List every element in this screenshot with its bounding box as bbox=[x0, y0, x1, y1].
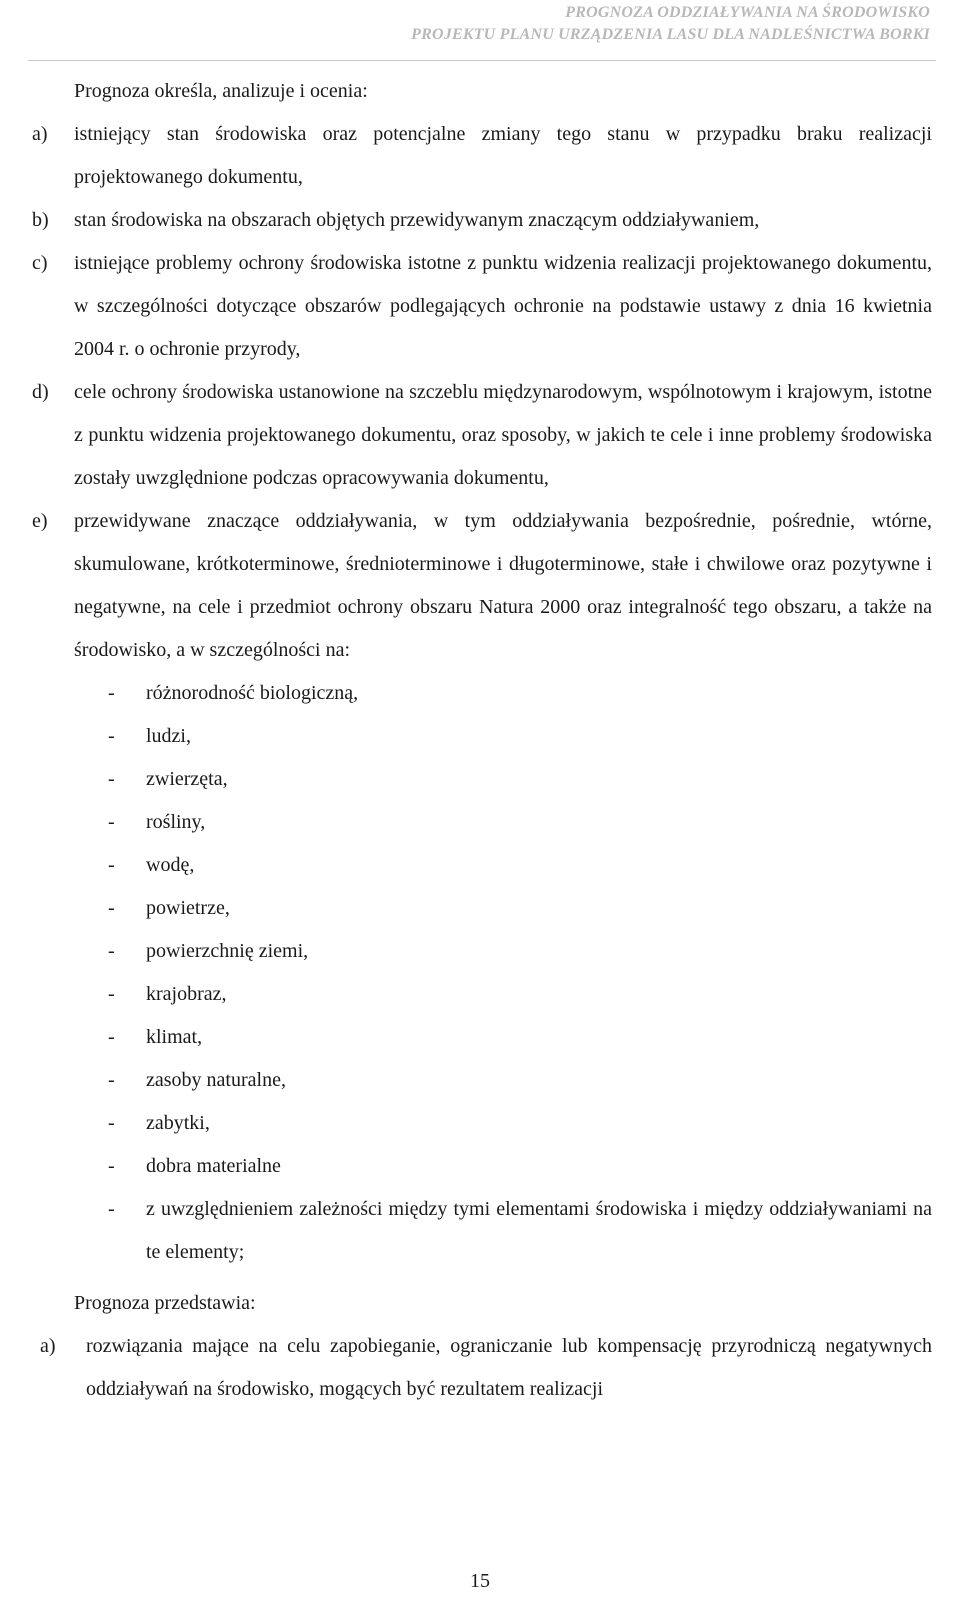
document-body bbox=[32, 70, 932, 1411]
dash-bullet: - bbox=[108, 1069, 115, 1091]
sub-list-item: - krajobraz, bbox=[32, 973, 932, 1016]
list-label: e) bbox=[32, 510, 48, 532]
list-text: rozwiązania mające na celu zapobieganie, ograniczanie lub kompensację przyrodniczą negatywnych oddziaływań na środowisko, mogących być rezultatem realizacji bbox=[86, 1335, 932, 1400]
list-item-d bbox=[32, 371, 932, 500]
header-line-2: PROJEKTU PLANU URZĄDZENIA LASU DLA NADLEŚNICTWA BORKI bbox=[411, 26, 930, 43]
sub-list-item: - powietrze, bbox=[32, 887, 932, 930]
list-text: przewidywane znaczące oddziaływania, w tym oddziaływania bezpośrednie, pośrednie, wtórne, skumulowane, krótkoterminowe, średnioterminowe i długoterminowe, stałe i chwilowe oraz pozytywne i negatywne, na cele i przedmiot ochrony obszaru Natura 2000 oraz integralność tego obszaru, a także na środowisko, a w szczególności na: bbox=[74, 510, 932, 661]
sub-list-item: - ludzi, bbox=[32, 715, 932, 758]
sub-list-item: - z uwzględnieniem zależności między tymi elementami środowiska i między oddziaływaniami na te elementy; bbox=[32, 1188, 932, 1274]
dash-bullet: - bbox=[108, 940, 115, 962]
section-gap bbox=[32, 1274, 932, 1282]
sub-list-item: - wodę, bbox=[32, 844, 932, 887]
list-text: cele ochrony środowiska ustanowione na szczeblu międzynarodowym, wspólnotowym i krajowym, istotne z punktu widzenia projektowanego dokumentu, oraz sposoby, w jakich te cele i inne problemy środowiska zostały uwzględnione podczas opracowywania dokumentu, bbox=[74, 381, 932, 489]
dash-bullet: - bbox=[108, 854, 115, 876]
page-number: 15 bbox=[470, 1570, 490, 1592]
list-label: d) bbox=[32, 381, 49, 403]
section2-intro: Prognoza przedstawia: bbox=[74, 1292, 256, 1314]
sub-list-item: - zasoby naturalne, bbox=[32, 1059, 932, 1102]
sub-list-item: - różnorodność biologiczną, bbox=[32, 672, 932, 715]
dash-bullet: - bbox=[108, 1155, 115, 1177]
sub-list-item: - zwierzęta, bbox=[32, 758, 932, 801]
list-item-e bbox=[32, 500, 932, 672]
sub-list-item: - rośliny, bbox=[32, 801, 932, 844]
dash-bullet: - bbox=[108, 768, 115, 790]
sub-list-item: - zabytki, bbox=[32, 1102, 932, 1145]
dash-bullet: - bbox=[108, 725, 115, 747]
list-label: a) bbox=[32, 123, 48, 145]
list-item-a bbox=[32, 113, 932, 199]
sub-list-item: - powierzchnię ziemi, bbox=[32, 930, 932, 973]
dash-bullet: - bbox=[108, 897, 115, 919]
list-label: c) bbox=[32, 252, 48, 274]
dash-bullet: - bbox=[108, 983, 115, 1005]
list-label: b) bbox=[32, 209, 49, 231]
dash-bullet: - bbox=[108, 682, 115, 704]
dash-bullet: - bbox=[108, 1198, 115, 1220]
sub-list-item: - dobra materialne bbox=[32, 1145, 932, 1188]
sub-list-item: - klimat, bbox=[32, 1016, 932, 1059]
header-divider bbox=[28, 60, 936, 61]
section1-intro: Prognoza określa, analizuje i ocenia: bbox=[74, 80, 368, 102]
list-text: istniejący stan środowiska oraz potencjalne zmiany tego stanu w przypadku braku realizacji projektowanego dokumentu, bbox=[74, 123, 932, 188]
list-item-b bbox=[32, 199, 932, 242]
page-header bbox=[411, 2, 930, 46]
dash-bullet: - bbox=[108, 1112, 115, 1134]
impact-subject-list bbox=[32, 672, 932, 1274]
list-item-a-section2 bbox=[32, 1325, 932, 1411]
dash-bullet: - bbox=[108, 1026, 115, 1048]
list-item-c bbox=[32, 242, 932, 371]
dash-bullet: - bbox=[108, 811, 115, 833]
list-text: stan środowiska na obszarach objętych przewidywanym znaczącym oddziaływaniem, bbox=[74, 209, 760, 231]
list-text: istniejące problemy ochrony środowiska istotne z punktu widzenia realizacji projektowanego dokumentu, w szczególności dotyczące obszarów podlegających ochronie na podstawie ustawy z dnia 16 kwietnia 2004 r. o ochronie przyrody, bbox=[74, 252, 932, 360]
header-line-1: PROGNOZA ODDZIAŁYWANIA NA ŚRODOWISKO bbox=[565, 4, 930, 21]
list-label: a) bbox=[40, 1335, 56, 1357]
